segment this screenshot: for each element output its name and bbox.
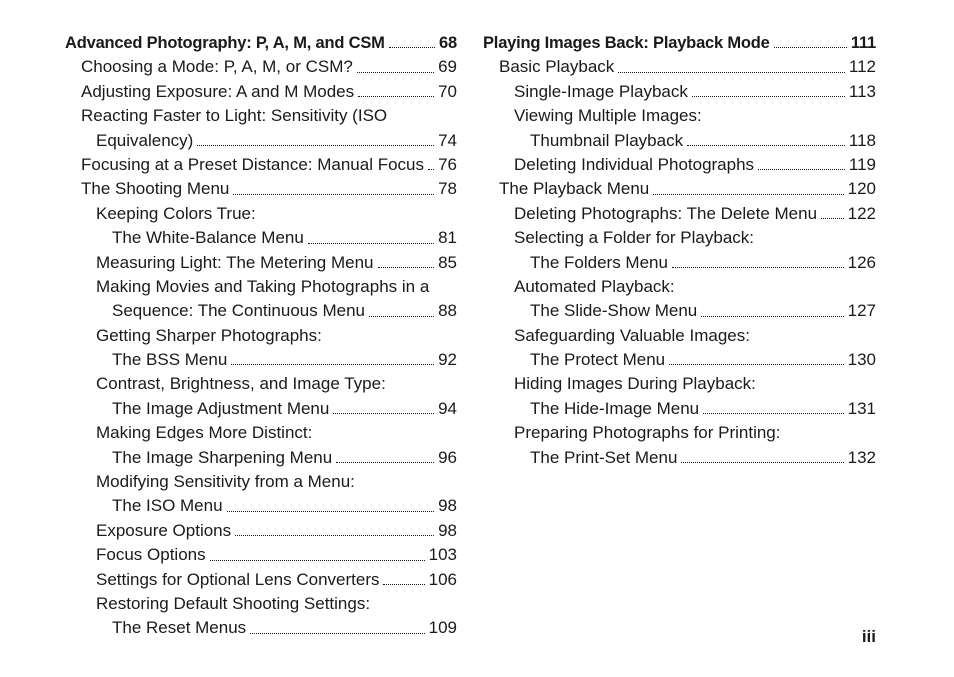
toc-entry-title: Preparing Photographs for Printing: — [514, 423, 781, 443]
toc-entry-page-number: 118 — [848, 130, 876, 150]
toc-entry — [65, 568, 457, 592]
toc-entry — [483, 348, 876, 372]
toc-entry — [65, 275, 457, 299]
toc-entry — [483, 104, 876, 128]
dot-leader — [333, 413, 434, 414]
dot-leader — [672, 267, 844, 268]
toc-entry-page-number: 112 — [848, 57, 876, 77]
toc-entry-title: Modifying Sensitivity from a Menu: — [96, 472, 355, 492]
toc-entry — [483, 372, 876, 396]
toc-entry-title: Focusing at a Preset Distance: Manual Focus — [81, 154, 424, 174]
toc-entry — [483, 153, 876, 177]
dot-leader — [235, 535, 434, 536]
toc-entry-page-number: 132 — [847, 447, 876, 467]
toc-entry — [65, 251, 457, 275]
dot-leader — [703, 413, 843, 414]
toc-entry-title: Settings for Optional Lens Converters — [96, 569, 380, 589]
toc-entry-title: Keeping Colors True: — [96, 203, 256, 223]
toc-entry-page-number: 98 — [438, 496, 457, 516]
toc-entry-title: Restoring Default Shooting Settings: — [96, 593, 371, 613]
toc-entry-title: Exposure Options — [96, 520, 232, 540]
toc-entry-page-number: 120 — [847, 179, 876, 199]
toc-entry — [65, 324, 457, 348]
toc-entry — [65, 421, 457, 445]
toc-entry-page-number: 98 — [438, 520, 457, 540]
dot-leader — [231, 364, 434, 365]
dot-leader — [428, 169, 434, 170]
toc-entry — [483, 446, 876, 470]
toc-entry — [483, 299, 876, 323]
dot-leader — [687, 145, 845, 146]
toc-entry-title: Hiding Images During Playback: — [514, 374, 756, 394]
dot-leader — [250, 633, 424, 634]
toc-entry-title: Measuring Light: The Metering Menu — [96, 252, 374, 272]
toc-entry — [65, 470, 457, 494]
toc-entry-page-number: 94 — [438, 398, 457, 418]
toc-entry-title: Viewing Multiple Images: — [514, 106, 702, 126]
dot-leader — [774, 47, 847, 48]
toc-entry-title: The Reset Menus — [112, 618, 247, 638]
toc-entry — [483, 324, 876, 348]
toc-entry-title: The Image Sharpening Menu — [112, 447, 333, 467]
toc-entry-title: Making Movies and Taking Photographs in a — [96, 276, 430, 296]
toc-entry-page-number: 127 — [847, 301, 876, 321]
toc-entry-page-number: 78 — [438, 179, 457, 199]
toc-entry — [65, 372, 457, 396]
toc-entry-title: The Shooting Menu — [81, 179, 230, 199]
toc-entry-title: Deleting Individual Photographs — [514, 154, 755, 174]
toc-entry — [483, 397, 876, 421]
toc-entry — [483, 226, 876, 250]
dot-leader — [227, 511, 435, 512]
toc-entry-page-number: 85 — [438, 252, 457, 272]
toc-entry-page-number: 113 — [848, 81, 876, 101]
toc-entry-page-number: 119 — [848, 154, 876, 174]
dot-leader — [821, 218, 844, 219]
toc-entry-page-number: 96 — [438, 447, 457, 467]
toc-entry-title: The Image Adjustment Menu — [112, 398, 330, 418]
toc-entry — [65, 202, 457, 226]
toc-entry-page-number: 126 — [847, 252, 876, 272]
toc-entry — [65, 226, 457, 250]
toc-entry — [65, 494, 457, 518]
toc-entry — [483, 80, 876, 104]
toc-entry — [483, 251, 876, 275]
toc-entry-title: Automated Playback: — [514, 276, 675, 296]
dot-leader — [618, 72, 845, 73]
page-number: iii — [861, 627, 876, 646]
toc-entry-title: The Folders Menu — [530, 252, 668, 272]
toc-column-left — [65, 31, 457, 641]
toc-entry — [65, 519, 457, 543]
toc-entry-title: Focus Options — [96, 545, 206, 565]
dot-leader — [308, 243, 434, 244]
toc-entry — [65, 592, 457, 616]
dot-leader — [336, 462, 434, 463]
toc-entry — [483, 55, 876, 79]
toc-entry-title: Getting Sharper Photographs: — [96, 325, 322, 345]
toc-entry-title: Selecting a Folder for Playback: — [514, 228, 755, 248]
toc-entry — [65, 55, 457, 79]
toc-entry — [65, 616, 457, 640]
toc-entry-title: The White-Balance Menu — [112, 228, 304, 248]
toc-entry — [65, 129, 457, 153]
toc-entry-title: Contrast, Brightness, and Image Type: — [96, 374, 386, 394]
dot-leader — [378, 267, 435, 268]
toc-entry — [65, 104, 457, 128]
toc-entry — [65, 299, 457, 323]
toc-entry-page-number: 130 — [847, 350, 876, 370]
toc-entry-page-number: 74 — [438, 130, 457, 150]
toc-entry-page-number: 70 — [438, 81, 457, 101]
toc-entry-page-number: 68 — [439, 33, 457, 52]
toc-entry-title: Basic Playback — [499, 57, 615, 77]
dot-leader — [358, 96, 434, 97]
dot-leader — [669, 364, 844, 365]
toc-entry — [65, 80, 457, 104]
toc-entry-title: The Hide-Image Menu — [530, 398, 700, 418]
toc-entry-title: The Playback Menu — [499, 179, 650, 199]
toc-entry — [65, 177, 457, 201]
toc-entry-page-number: 103 — [428, 545, 457, 565]
toc-entry — [483, 177, 876, 201]
dot-leader — [653, 194, 843, 195]
toc-entry-page-number: 131 — [847, 398, 876, 418]
dot-leader — [681, 462, 843, 463]
toc-entry-page-number: 111 — [850, 33, 876, 52]
dot-leader — [389, 47, 435, 48]
dot-leader — [357, 72, 434, 73]
toc-entry-page-number: 88 — [438, 301, 457, 321]
toc-chapter-heading — [65, 31, 457, 55]
toc-entry-title: Thumbnail Playback — [530, 130, 684, 150]
toc-entry-title: Adjusting Exposure: A and M Modes — [81, 81, 355, 101]
toc-entry — [65, 348, 457, 372]
toc-entry-page-number: 122 — [847, 203, 876, 223]
toc-entry — [65, 543, 457, 567]
dot-leader — [383, 584, 424, 585]
dot-leader — [197, 145, 434, 146]
toc-entry — [483, 202, 876, 226]
toc-entry-title: The Protect Menu — [530, 350, 666, 370]
toc-entry-page-number: 81 — [438, 228, 457, 248]
toc-entry-page-number: 92 — [438, 350, 457, 370]
dot-leader — [701, 316, 843, 317]
dot-leader — [369, 316, 434, 317]
toc-entry-title: Reacting Faster to Light: Sensitivity (ISO — [81, 106, 388, 126]
toc-entry-title: Advanced Photography: P, A, M, and CSM — [65, 33, 385, 52]
toc-entry — [483, 421, 876, 445]
toc-column-right — [483, 31, 876, 470]
toc-entry-page-number: 76 — [438, 154, 457, 174]
toc-entry-title: The BSS Menu — [112, 350, 228, 370]
toc-entry-title: Equivalency) — [96, 130, 194, 150]
toc-entry-title: Deleting Photographs: The Delete Menu — [514, 203, 818, 223]
dot-leader — [233, 194, 434, 195]
toc-entry — [65, 397, 457, 421]
toc-entry-page-number: 69 — [438, 57, 457, 77]
toc-entry-title: Choosing a Mode: P, A, M, or CSM? — [81, 57, 353, 77]
toc-entry — [483, 129, 876, 153]
toc-entry-title: Single-Image Playback — [514, 81, 688, 101]
dot-leader — [692, 96, 845, 97]
toc-entry-title: Safeguarding Valuable Images: — [514, 325, 750, 345]
toc-entry-title: Sequence: The Continuous Menu — [112, 301, 365, 321]
toc-entry-title: Making Edges More Distinct: — [96, 423, 313, 443]
toc-entry — [65, 153, 457, 177]
toc-chapter-heading — [483, 31, 876, 55]
toc-entry-page-number: 109 — [428, 618, 457, 638]
toc-entry — [483, 275, 876, 299]
toc-entry-title: The Slide-Show Menu — [530, 301, 698, 321]
toc-entry-title: The Print-Set Menu — [530, 447, 678, 467]
toc-entry — [65, 446, 457, 470]
dot-leader — [210, 560, 425, 561]
toc-entry-title: Playing Images Back: Playback Mode — [483, 33, 770, 52]
toc-entry-page-number: 106 — [428, 569, 457, 589]
toc-entry-title: The ISO Menu — [112, 496, 223, 516]
dot-leader — [758, 169, 845, 170]
